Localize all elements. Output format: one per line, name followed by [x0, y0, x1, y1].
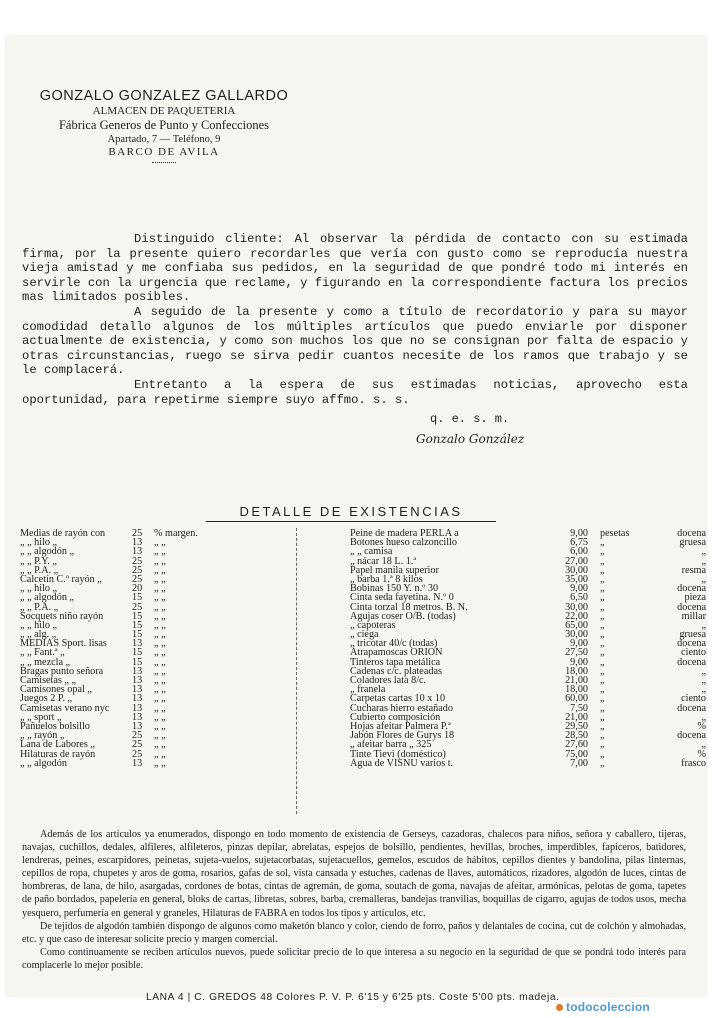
item-price: 27,00 — [565, 555, 588, 567]
item-name: MEDIAS Sport. lisas — [20, 638, 107, 650]
item-name: Camisones opal „ — [20, 684, 92, 696]
item-name: „ afeitar barra „ 325 — [350, 739, 432, 751]
item-price: 18,00 — [565, 684, 588, 696]
item-currency: „ — [600, 693, 605, 705]
item-price: 6,00 — [570, 546, 588, 558]
item-percent: 25 — [132, 748, 143, 760]
item-currency: „ — [600, 638, 605, 650]
footer-paragraph-2: De tejidos de algodón también dispongo de algunos como maketón blanco y color, ciendo de forro, paños y delantales de cocina, cut de colchón y almohadas, etc. y que caso de interesar solicite precio y margen comercial. — [22, 920, 686, 945]
item-name: Carpetas cartas 10 x 10 — [350, 693, 446, 705]
left-item-row — [20, 575, 280, 584]
item-note: „ „ — [154, 619, 166, 631]
item-name: „ „ P.Y. „ — [20, 555, 57, 567]
column-divider — [296, 528, 297, 814]
right-item-row — [350, 619, 706, 631]
item-name: Cucharas hierro estañado — [350, 702, 453, 714]
item-unit: resma — [681, 564, 706, 576]
item-price: 6,50 — [570, 592, 588, 604]
item-name: „ ciega — [350, 629, 379, 641]
item-name: Atrapamoscas ORION — [350, 647, 443, 659]
item-percent: 13 — [132, 546, 143, 558]
item-note: „ „ — [154, 564, 166, 576]
item-name: „ „ algodón — [20, 757, 67, 769]
left-item-row — [20, 621, 280, 630]
item-percent: 15 — [132, 619, 143, 631]
item-name: Cinta torzal 18 metros. B. N. — [350, 601, 468, 613]
item-price: 9,00 — [570, 528, 588, 539]
item-currency: „ — [600, 720, 605, 732]
letter-paragraph-3: Entretanto a la espera de sus estimadas noticias, aprovecho esta oportunidad, para repetirme siempre suyo affmo. s. s. — [22, 377, 688, 407]
item-unit: docena — [677, 638, 706, 650]
item-name: Pañuelos bolsillo — [20, 720, 90, 732]
letter-body — [22, 232, 688, 407]
right-items-list — [350, 528, 706, 769]
item-percent: 13 — [132, 720, 143, 732]
item-price: 7,00 — [570, 757, 588, 769]
watermark-dot-icon — [556, 1004, 563, 1011]
letter-paragraph-1: Distinguido cliente: Al observar la pérdida de contacto con su estimada firma, por la presente quiero recordarles que vería con gusto como se reproducía nuestra vieja amistad y me confiaba sus pedidos, en la seguridad de que pondré todo mi interés en servirle con la urgencia que reclame, y figurando en la correspondiente factura los precios mas limitados posibles. — [22, 232, 688, 305]
item-currency: „ — [600, 583, 605, 595]
item-name: „ „ hilo „ — [20, 537, 58, 549]
item-price: 18,00 — [565, 665, 588, 677]
item-price: 9,00 — [570, 638, 588, 650]
signature: Gonzalo González — [416, 432, 525, 446]
item-unit: ciento — [681, 647, 706, 659]
item-note: „ „ — [154, 675, 166, 686]
letter-sheet — [6, 36, 706, 1003]
watermark — [556, 1000, 650, 1014]
item-currency: „ — [600, 656, 605, 668]
item-percent: 25 — [132, 564, 143, 576]
item-name: Agua de VISNU varios t. — [350, 757, 454, 769]
item-unit: „ — [701, 739, 706, 751]
item-name: Juegos 2 P. „ — [20, 693, 73, 705]
item-note: „ „ — [154, 684, 166, 696]
left-items-list — [20, 529, 280, 768]
item-unit: „ — [701, 619, 706, 631]
footer-paragraph-3: Como continuamente se reciben artículos nuevos, puede solicitar precio de lo que interesa a su negocio en la seguridad de que se pondrá todo interés para complacerle lo mejor posible. — [22, 946, 686, 971]
item-percent: 13 — [132, 711, 143, 723]
item-percent: 25 — [132, 573, 143, 585]
item-percent: 15 — [132, 629, 143, 641]
item-name: „ „ algodón „ — [20, 592, 75, 604]
item-note: „ „ — [154, 601, 166, 613]
item-unit: docena — [677, 601, 706, 613]
item-percent: 15 — [132, 610, 143, 622]
left-item-row — [20, 593, 280, 602]
item-note: „ „ — [154, 693, 166, 705]
item-note: „ „ — [154, 573, 166, 585]
item-unit: „ — [701, 546, 706, 558]
left-item-row — [20, 612, 280, 621]
item-currency: „ — [600, 675, 605, 686]
item-price: 9,00 — [570, 583, 588, 595]
item-currency: „ — [600, 601, 605, 613]
item-currency: „ — [600, 739, 605, 751]
item-note: „ „ — [154, 638, 166, 650]
item-name: „ „ algodón „ — [20, 546, 75, 558]
item-currency: „ — [600, 647, 605, 659]
left-item-row — [20, 759, 280, 768]
item-name: „ „ sport „ — [20, 711, 62, 723]
left-item-row — [20, 529, 280, 538]
item-name: „ „ mezcla „ — [20, 656, 71, 668]
item-note: „ „ — [154, 537, 166, 549]
item-unit: % — [697, 748, 706, 760]
item-percent: 25 — [132, 528, 143, 539]
item-name: „ „ P.A. „ — [20, 601, 59, 613]
item-note: „ „ — [154, 739, 166, 751]
item-unit: gruesa — [679, 629, 706, 641]
item-name: „ „ hilo „ — [20, 583, 58, 595]
item-name: „ „ alg. „ — [20, 629, 57, 641]
item-currency: „ — [600, 537, 605, 549]
item-name: „ tricotar 40/c (todas) — [350, 638, 438, 650]
item-price: 35,00 — [565, 573, 588, 585]
ornament-divider — [152, 162, 176, 163]
item-name: Cinta seda fayetina. N.º 0 — [350, 592, 454, 604]
item-name: „ „ P.A. „ — [20, 564, 59, 576]
item-name: Cadenas c/c. plateadas — [350, 665, 442, 677]
company-name: GONZALO GONZALEZ GALLARDO — [39, 88, 289, 104]
item-name: Tinte Tievi (doméstico) — [350, 748, 446, 760]
factory-line: Fábrica Generos de Punto y Confecciones — [58, 118, 269, 132]
item-unit: pieza — [684, 592, 706, 604]
item-note: „ „ — [154, 702, 166, 714]
item-name: „ „ rayón „ — [20, 730, 65, 742]
right-item-row — [350, 757, 706, 769]
closing-formula: q. e. s. m. — [430, 412, 510, 426]
item-currency: „ — [600, 555, 605, 567]
item-note: „ „ — [154, 629, 166, 641]
letter-paragraph-2: A seguido de la presente y como a título de recordatorio y para su mayor comodidad detallo algunos de los múltiples artículos que puedo enviarle por disponer actualmente de existencia, y como son muchos los que no se consignan por falta de espacio y otras circunstancias, ruego se sirva pedir cuantos necesite de los ramos que trabajo y se le complacerá. — [22, 304, 688, 378]
item-unit: docena — [677, 656, 706, 668]
item-percent: 13 — [132, 638, 143, 650]
item-name: Coladores lata 8/c. — [350, 675, 427, 686]
item-note: „ „ — [154, 665, 166, 677]
item-price: 27,50 — [565, 647, 588, 659]
item-price: 28,50 — [565, 730, 588, 742]
item-percent: 13 — [132, 693, 143, 705]
item-price: 21,00 — [565, 711, 588, 723]
item-unit: „ — [701, 711, 706, 723]
item-percent: 13 — [132, 757, 143, 769]
item-name: Hilaturas de rayón — [20, 748, 96, 760]
item-note: „ „ — [154, 610, 166, 622]
item-currency: „ — [600, 684, 605, 696]
item-name: Camisetas „ „ — [20, 675, 77, 686]
item-unit: docena — [677, 730, 706, 742]
item-currency: „ — [600, 629, 605, 641]
item-percent: 25 — [132, 730, 143, 742]
item-note: „ „ — [154, 647, 166, 659]
item-name: Bobinas 150 Y. n.º 30 — [350, 583, 439, 595]
item-unit: frasco — [681, 757, 706, 769]
item-unit: docena — [677, 702, 706, 714]
item-note: „ „ — [154, 546, 166, 558]
item-note: „ „ — [154, 592, 166, 604]
item-percent: 25 — [132, 739, 143, 751]
item-price: 27,60 — [565, 739, 588, 751]
item-name: Botones hueso calzoncillo — [350, 537, 457, 549]
item-name: „ nácar 18 L. 1.ª — [350, 555, 417, 567]
item-name: „ „ camisa — [350, 546, 393, 558]
item-currency: „ — [600, 619, 605, 631]
item-note: „ „ — [154, 720, 166, 732]
item-name: „ „ Fant.ª „ — [20, 647, 65, 659]
item-currency: „ — [600, 757, 605, 769]
city-line: BARCO DE AVILA — [108, 146, 220, 158]
item-currency: „ — [600, 665, 605, 677]
contact-line: Apartado, 7 — Teléfono, 9 — [107, 134, 221, 145]
item-note: „ „ — [154, 555, 166, 567]
item-name: Calcetín C.º rayón „ — [20, 573, 102, 585]
item-unit: „ — [701, 675, 706, 686]
item-percent: 25 — [132, 601, 143, 613]
item-currency: „ — [600, 748, 605, 760]
item-currency: „ — [600, 702, 605, 714]
item-note: „ „ — [154, 656, 166, 668]
item-name: Peine de madera PERLA a — [350, 528, 459, 539]
item-percent: 13 — [132, 702, 143, 714]
item-name: „ „ hilo „ — [20, 619, 58, 631]
item-unit: docena — [677, 528, 706, 539]
item-note: „ „ — [154, 583, 166, 595]
item-percent: 25 — [132, 555, 143, 567]
item-name: Agujas coser O/B. (todas) — [350, 610, 456, 622]
item-currency: „ — [600, 546, 605, 558]
footer-text — [22, 828, 686, 972]
item-percent: 15 — [132, 656, 143, 668]
right-item-row — [350, 610, 706, 622]
item-note: % margen. — [154, 528, 198, 539]
item-name: Cubierto composición — [350, 711, 441, 723]
item-name: Jabón Flores de Gurys 18 — [350, 730, 455, 742]
item-price: 65,00 — [565, 619, 588, 631]
item-currency: „ — [600, 564, 605, 576]
item-name: „ capoteras — [350, 619, 396, 631]
item-percent: 15 — [132, 647, 143, 659]
item-unit: docena — [677, 583, 706, 595]
right-item-row — [350, 675, 706, 686]
item-unit: ciento — [681, 693, 706, 705]
section-title: DETALLE DE EXISTENCIAS — [206, 504, 496, 522]
left-item-row — [20, 547, 280, 556]
item-name: Hojas afeitar Palmera P.ª — [350, 720, 451, 732]
item-name: Lana de Labores „ — [20, 739, 95, 751]
right-item-row — [350, 537, 706, 549]
item-currency: „ — [600, 610, 605, 622]
item-percent: 13 — [132, 675, 143, 686]
item-unit: „ — [701, 684, 706, 696]
letterhead — [24, 88, 304, 163]
item-currency: „ — [600, 592, 605, 604]
item-name: Papel manila superior — [350, 564, 439, 576]
item-name: Tinteros tapa metálica — [350, 656, 441, 668]
item-price: 30,00 — [565, 564, 588, 576]
item-name: „ barba 1.ª 8 kilos — [350, 573, 423, 585]
bottom-line: LANA 4 | C. GREDOS 48 Colores P. V. P. 6'15 y 6'25 pts. Coste 5'00 pts. madeja. — [146, 992, 560, 1003]
footer-paragraph-1: Además de los artículos ya enumerados, dispongo en todo momento de existencia de Gerseys, cazadoras, chalecos para niños, señora y caballero, tijeras, navajas, cuchillos, dedales, alfileres, alfileteros, pinzas depilar, abrelatas, espejos de bolsillo, pendientes, hevillas, broches, imperdibles, fapiceros, batidores, lendreras, peines, escarpidores, peinetas, sujeta-vuelos, sujetacorbatas, sujetacuellos, gemelos, escudos de hábitos, cepillos dientes y bandolina, pilas linternas, cepillos de ropa, chupetes y aros de goma, rosarios, gafas de sol, vista cansada y estuches, cadenas de llaves, automáticos, rizadores, algodón de luces, cintas de hombreras, de lana, de hilo, asargadas, cordones de botas, cintas de agremán, de goma, soutach de goma, navajas de afeitar, armónicas, pelotas de goma, tapetes de paño bordados, papelería en general, bloks de cartas, libretas, sobres, barba, cremalleras, bandejas tranvilias, boquillas de cigarro, agujas de todos usos, mecha yesquero, perfumería en general y graneles, Hilaturas de FABRA en todos los tipos y artículos, etc. — [22, 829, 686, 919]
item-name: „ franela — [350, 684, 386, 696]
item-unit: millar — [681, 610, 706, 622]
item-name: Bragas punto señora — [20, 665, 104, 677]
item-price: 30,00 — [565, 601, 588, 613]
item-note: „ „ — [154, 748, 166, 760]
item-name: Camisetas verano nyc — [20, 702, 110, 714]
item-price: 60,00 — [565, 693, 588, 705]
item-percent: 13 — [132, 665, 143, 677]
left-item-row — [20, 557, 280, 566]
item-unit: „ — [701, 555, 706, 567]
item-price: 7,50 — [570, 702, 588, 714]
item-price: 21,00 — [565, 675, 588, 686]
item-currency: „ — [600, 573, 605, 585]
item-percent: 13 — [132, 537, 143, 549]
item-unit: „ — [701, 573, 706, 585]
item-name: Socquets niño rayón — [20, 610, 104, 622]
business-type: ALMACEN DE PAQUETERIA — [92, 105, 236, 117]
item-price: 30,00 — [565, 629, 588, 641]
item-name: Medias de rayón con — [20, 528, 106, 539]
watermark-text: todocoleccion — [566, 1000, 650, 1014]
item-currency: „ — [600, 730, 605, 742]
item-price: 9,00 — [570, 656, 588, 668]
item-price: 29,50 — [565, 720, 588, 732]
item-price: 22,00 — [565, 610, 588, 622]
item-price: 6,75 — [570, 537, 588, 549]
item-note: „ „ — [154, 711, 166, 723]
item-unit: % — [697, 720, 706, 732]
item-percent: 20 — [132, 583, 143, 595]
item-note: „ „ — [154, 730, 166, 742]
item-unit: „ — [701, 665, 706, 677]
item-percent: 15 — [132, 592, 143, 604]
item-unit: gruesa — [679, 537, 706, 549]
item-price: 75,00 — [565, 748, 588, 760]
item-note: „ „ — [154, 757, 166, 769]
item-percent: 13 — [132, 684, 143, 696]
item-currency: „ — [600, 711, 605, 723]
item-currency: pesetas — [600, 528, 630, 539]
